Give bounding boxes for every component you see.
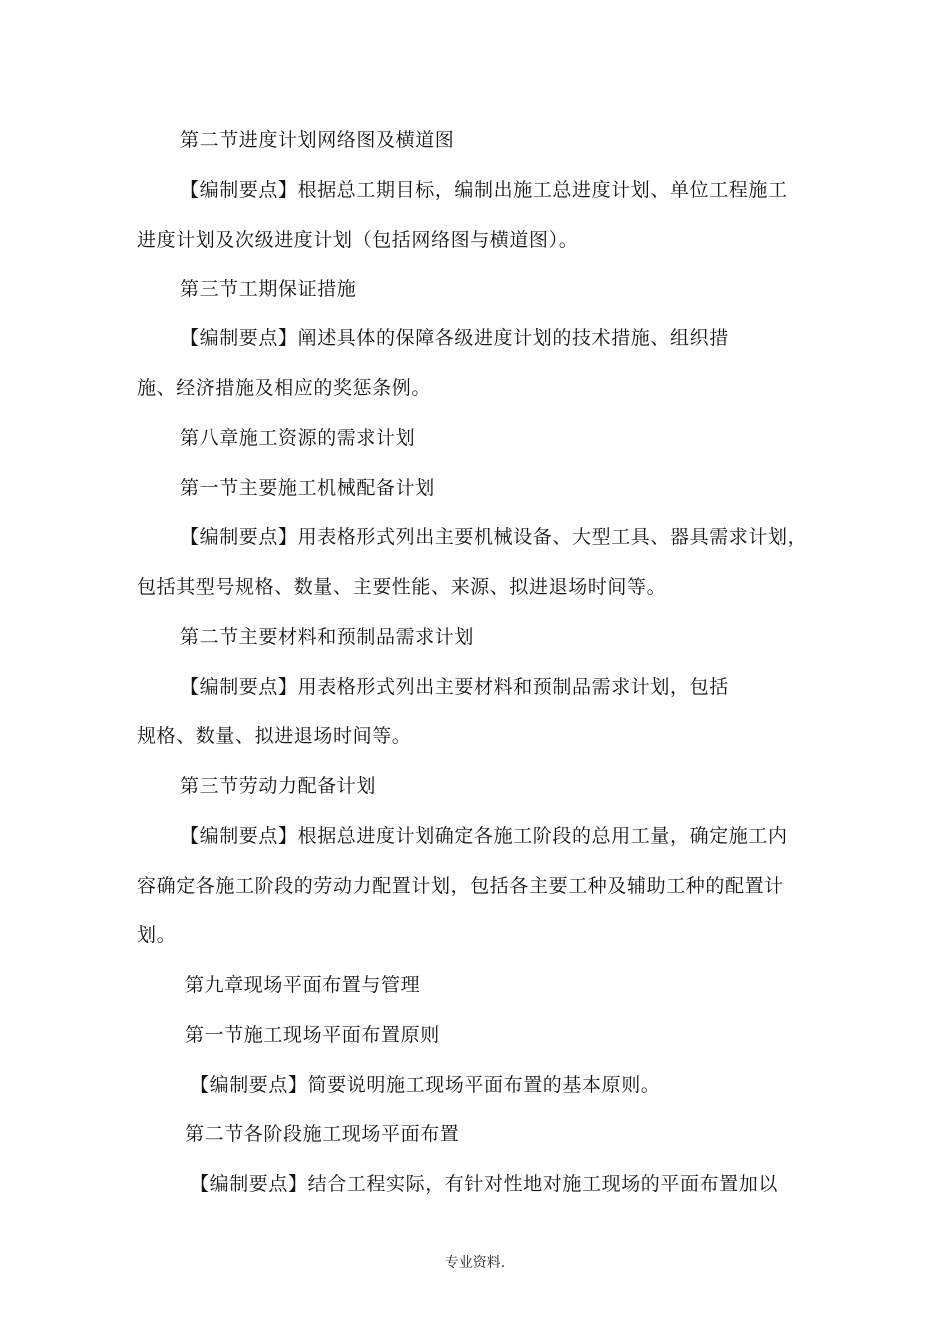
page-footer: 专业资料. xyxy=(444,1255,506,1271)
body-text: 【编制要点】用表格形式列出主要材料和预制品需求计划，包括 xyxy=(180,676,729,698)
body-text: 【编制要点】简要说明施工现场平面布置的基本原则。 xyxy=(190,1074,661,1096)
chapter-heading: 第八章施工资源的需求计划 xyxy=(180,427,416,449)
section-heading: 第三节工期保证措施 xyxy=(180,278,357,300)
section-heading: 第一节主要施工机械配备计划 xyxy=(180,477,435,499)
body-text: 【编制要点】结合工程实际，有针对性地对施工现场的平面布置加以 xyxy=(190,1173,779,1195)
section-heading: 第一节施工现场平面布置原则 xyxy=(185,1024,440,1046)
body-text: 进度计划及次级进度计划（包括网络图与横道图）。 xyxy=(137,229,579,251)
body-text: 包括其型号规格、数量、主要性能、来源、拟进退场时间等。 xyxy=(137,576,667,598)
body-text: 【编制要点】用表格形式列出主要机械设备、大型工具、器具需求计划， xyxy=(180,526,808,548)
chapter-heading: 第九章现场平面布置与管理 xyxy=(185,974,421,996)
section-heading: 第二节进度计划网络图及横道图 xyxy=(180,129,455,151)
body-text: 划。 xyxy=(137,924,177,946)
body-text: 容确定各施工阶段的劳动力配置计划，包括各主要工种及辅助工种的配置计 xyxy=(137,875,784,897)
body-text: 施、经济措施及相应的奖惩条例。 xyxy=(137,377,432,399)
section-heading: 第二节各阶段施工现场平面布置 xyxy=(185,1123,460,1145)
body-text: 规格、数量、拟进退场时间等。 xyxy=(137,725,412,747)
section-heading: 第二节主要材料和预制品需求计划 xyxy=(180,626,475,648)
body-text: 【编制要点】根据总工期目标，编制出施工总进度计划、单位工程施工 xyxy=(180,179,788,201)
body-text: 【编制要点】根据总进度计划确定各施工阶段的总用工量，确定施工内 xyxy=(180,825,788,847)
section-heading: 第三节劳动力配备计划 xyxy=(180,775,377,797)
body-text: 【编制要点】阐述具体的保障各级进度计划的技术措施、组织措 xyxy=(180,327,729,349)
